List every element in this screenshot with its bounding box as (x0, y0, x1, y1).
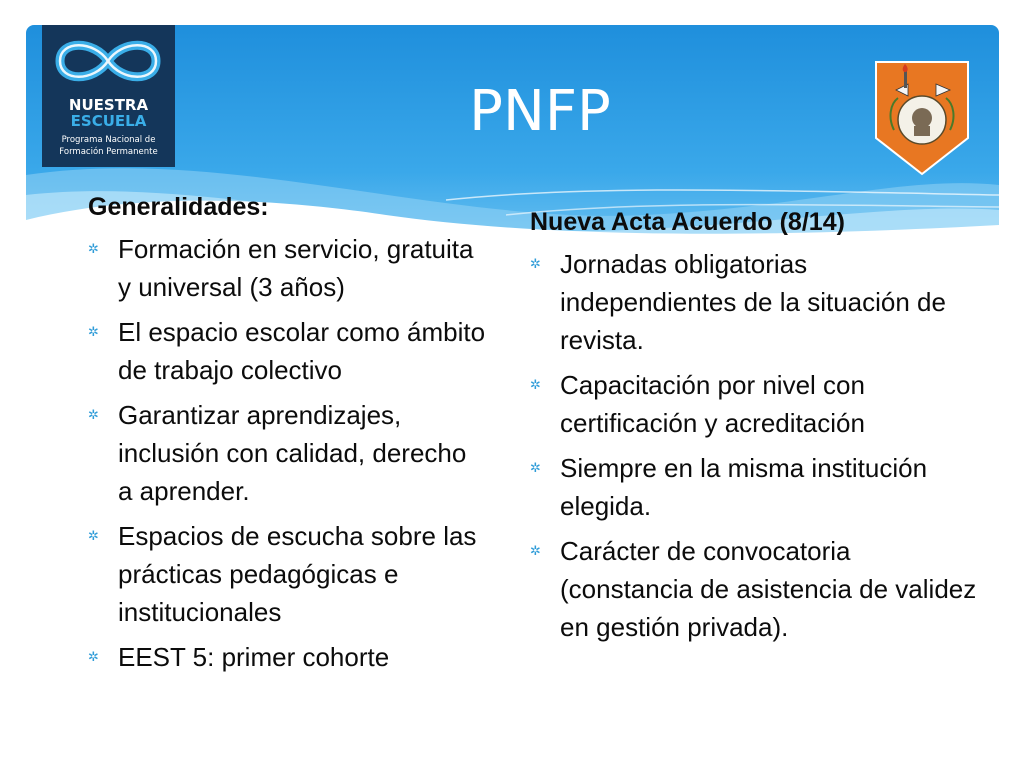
logo-line-programa: Programa Nacional de (61, 135, 156, 145)
right-column-heading: Nueva Acta Acuerdo (8/14) (530, 208, 845, 236)
list-item-text: Carácter de convocatoria (constancia de asistencia de validez en gestión privada). (560, 536, 977, 642)
bullet-icon: ✲ (530, 256, 541, 271)
list-item (530, 532, 980, 646)
bullet-icon: ✲ (530, 377, 541, 392)
list-item (88, 517, 488, 631)
school-crest-icon (874, 60, 970, 176)
list-item (88, 638, 488, 676)
right-column (530, 205, 980, 653)
list-item (530, 449, 980, 525)
list-item (530, 366, 980, 442)
slide-title: PNFP (469, 79, 611, 144)
list-item-text: EEST 5: primer cohorte (118, 642, 390, 672)
list-item-text: Formación en servicio, gratuita y universal (3 años) (118, 234, 474, 302)
bullet-icon: ✲ (88, 324, 99, 339)
nuestra-escuela-logo (42, 25, 175, 167)
list-item-text: Siempre en la misma institución elegida. (560, 453, 928, 521)
left-column-heading: Generalidades: (88, 193, 269, 221)
list-item (88, 230, 488, 306)
bullet-icon: ✲ (88, 528, 99, 543)
bullet-icon: ✲ (88, 649, 99, 664)
list-item (88, 396, 488, 510)
list-item-text: Garantizar aprendizajes, inclusión con calidad, derecho a aprender. (118, 400, 467, 506)
school-crest-logo (874, 60, 970, 176)
list-item (88, 313, 488, 389)
list-item (530, 245, 980, 359)
bullet-icon: ✲ (530, 460, 541, 475)
list-item-text: Capacitación por nivel con certificación y acreditación (560, 370, 865, 438)
logo-line-escuela: ESCUELA (70, 112, 147, 130)
logo-line-formacion: Formación Permanente (59, 147, 158, 157)
bullet-icon: ✲ (88, 407, 99, 422)
left-bullet-list (88, 230, 488, 676)
right-bullet-list (530, 245, 980, 646)
list-item-text: El espacio escolar como ámbito de trabajo colectivo (118, 317, 486, 385)
list-item-text: Espacios de escucha sobre las prácticas pedagógicas e institucionales (118, 521, 477, 627)
bullet-icon: ✲ (88, 241, 99, 256)
left-column (88, 190, 488, 683)
list-item-text: Jornadas obligatorias independientes de la situación de revista. (560, 249, 946, 355)
bullet-icon: ✲ (530, 543, 541, 558)
logo-line-nuestra: NUESTRA (68, 96, 149, 114)
infinity-icon (50, 30, 167, 92)
